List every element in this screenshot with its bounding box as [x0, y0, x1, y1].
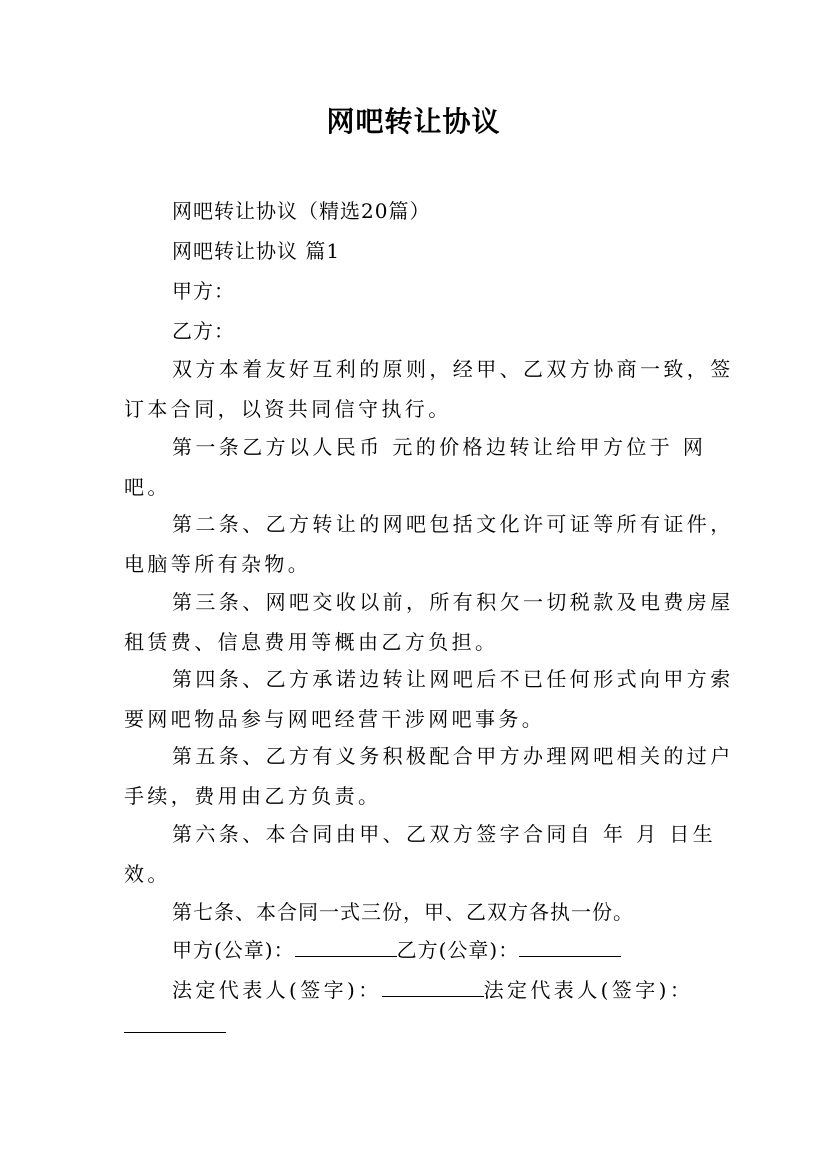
- party-a-line: 甲方：: [172, 279, 235, 303]
- representative-line: [172, 975, 693, 1005]
- section-heading: 网吧转让协议 篇1: [172, 239, 341, 263]
- document-title: 网吧转让协议: [326, 105, 501, 138]
- article-3-line-1: 第三条、网吧交收以前，所有积欠一切税款及电费房屋: [172, 590, 734, 614]
- article-4-line-2: 要网吧物品参与网吧经营干涉网吧事务。: [124, 707, 546, 731]
- party-b-seal-label: 乙方(公章)：: [396, 938, 520, 962]
- article-6-line-1: 第六条、本合同由甲、乙双方签字合同自 年 月 日生: [172, 822, 717, 846]
- party-a-seal-label: 甲方(公章)：: [172, 938, 295, 962]
- preamble-line-1: 双方本着友好互利的原则，经甲、乙双方协商一致，签: [172, 357, 734, 381]
- preamble-line-2: 订本合同，以资共同信守执行。: [124, 397, 452, 421]
- party-b-representative-label: 法定代表人(签字)：: [483, 978, 694, 1002]
- party-b-representative-blank: [124, 1032, 226, 1033]
- article-7-line: 第七条、本合同一式三份，甲、乙双方各执一份。: [172, 900, 634, 924]
- article-1-line-1: 第一条乙方以人民币 元的价格边转让给甲方位于 网: [172, 435, 707, 459]
- article-6-line-2: 效。: [124, 862, 171, 886]
- subtitle-line: 网吧转让协议（精选20篇）: [172, 199, 431, 223]
- party-a-seal-blank: [295, 936, 397, 957]
- article-2-line-2: 电脑等所有杂物。: [124, 552, 312, 576]
- article-3-line-2: 租赁费、信息费用等概由乙方负担。: [124, 630, 499, 654]
- article-5-line-1: 第五条、乙方有义务积极配合甲方办理网吧相关的过户: [172, 744, 734, 768]
- party-b-seal-blank: [519, 936, 621, 957]
- article-4-line-1: 第四条、乙方承诺边转让网吧后不已任何形式向甲方索: [172, 667, 734, 691]
- seal-line: [172, 935, 621, 965]
- article-5-line-2: 手续，费用由乙方负责。: [124, 784, 382, 808]
- article-1-line-2: 吧。: [124, 475, 171, 499]
- article-2-line-1: 第二条、乙方转让的网吧包括文化许可证等所有证件，: [172, 512, 734, 536]
- party-a-representative-label: 法定代表人(签字)：: [172, 978, 382, 1002]
- party-b-line: 乙方：: [172, 319, 235, 343]
- party-a-representative-blank: [382, 976, 484, 997]
